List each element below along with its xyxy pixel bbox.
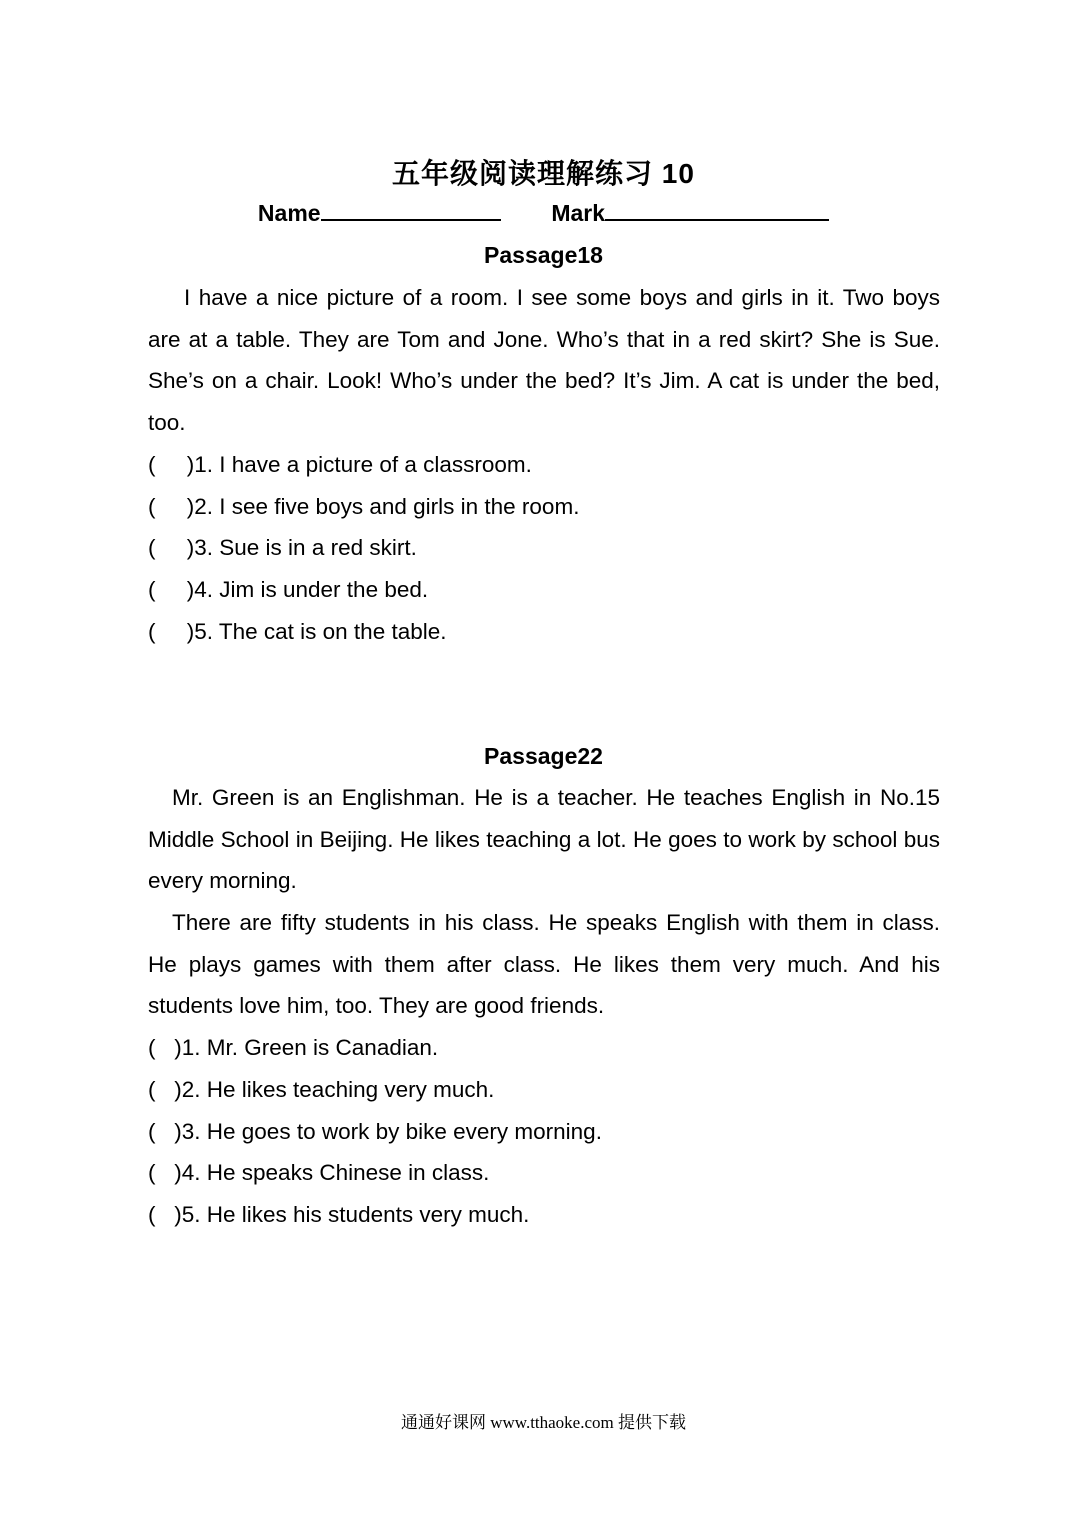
p18-question-4: ( )4. Jim is under the bed. bbox=[148, 577, 429, 602]
p22-question-3: ( )3. He goes to work by bike every morning. bbox=[148, 1119, 602, 1144]
answer-paren[interactable]: ( ) bbox=[148, 494, 195, 519]
answer-paren[interactable]: ( ) bbox=[148, 452, 195, 477]
p22-question-5: ( )5. He likes his students very much. bbox=[148, 1202, 530, 1227]
mark-blank[interactable] bbox=[605, 199, 829, 221]
p22-question-1: ( )1. Mr. Green is Canadian. bbox=[148, 1035, 439, 1060]
page-title: 五年级阅读理解练习 10 bbox=[392, 158, 695, 189]
p18-question-2: ( )2. I see five boys and girls in the room. bbox=[148, 494, 580, 519]
answer-paren[interactable]: ( ) bbox=[148, 535, 195, 560]
answer-paren[interactable]: ( ) bbox=[148, 577, 195, 602]
p18-question-3: ( )3. Sue is in a red skirt. bbox=[148, 535, 417, 560]
answer-paren[interactable]: ( ) bbox=[148, 1119, 182, 1144]
mark-label: Mark bbox=[551, 200, 606, 226]
name-mark-row bbox=[0, 199, 1087, 227]
answer-paren[interactable]: ( ) bbox=[148, 1035, 182, 1060]
answer-paren[interactable]: ( ) bbox=[148, 1077, 182, 1102]
passage22-paragraph-1: Mr. Green is an Englishman. He is a teacher. He teaches English in No.15 Middle School in Beijing. He likes teaching a lot. He goes to work by school bus every morning. bbox=[148, 785, 940, 894]
passage18-text: I have a nice picture of a room. I see some boys and girls in it. Two boys are at a table. They are Tom and Jone. Who’s that in a red skirt? She is Sue. She’s on a chair. Look! Who’s under the bed? It’s Jim. A cat is under the bed, too. bbox=[148, 285, 940, 436]
answer-paren[interactable]: ( ) bbox=[148, 619, 195, 644]
passage22-paragraph-2: There are fifty students in his class. He speaks English with them in class. He plays games with them after class. He likes them very much. And his students love him, too. They are good friends. bbox=[148, 910, 940, 1019]
answer-paren[interactable]: ( ) bbox=[148, 1160, 182, 1185]
p22-question-2: ( )2. He likes teaching very much. bbox=[148, 1077, 495, 1102]
p22-question-4: ( )4. He speaks Chinese in class. bbox=[148, 1160, 490, 1185]
footer-source: 通通好课网 www.tthaoke.com 提供下载 bbox=[400, 1413, 687, 1432]
name-label: Name bbox=[257, 200, 321, 226]
answer-paren[interactable]: ( ) bbox=[148, 1202, 182, 1227]
passage22-title: Passage22 bbox=[484, 743, 603, 769]
p18-question-1: ( )1. I have a picture of a classroom. bbox=[148, 452, 532, 477]
name-blank[interactable] bbox=[321, 199, 501, 221]
p18-question-5: ( )5. The cat is on the table. bbox=[148, 619, 447, 644]
passage18-title: Passage18 bbox=[484, 242, 603, 268]
